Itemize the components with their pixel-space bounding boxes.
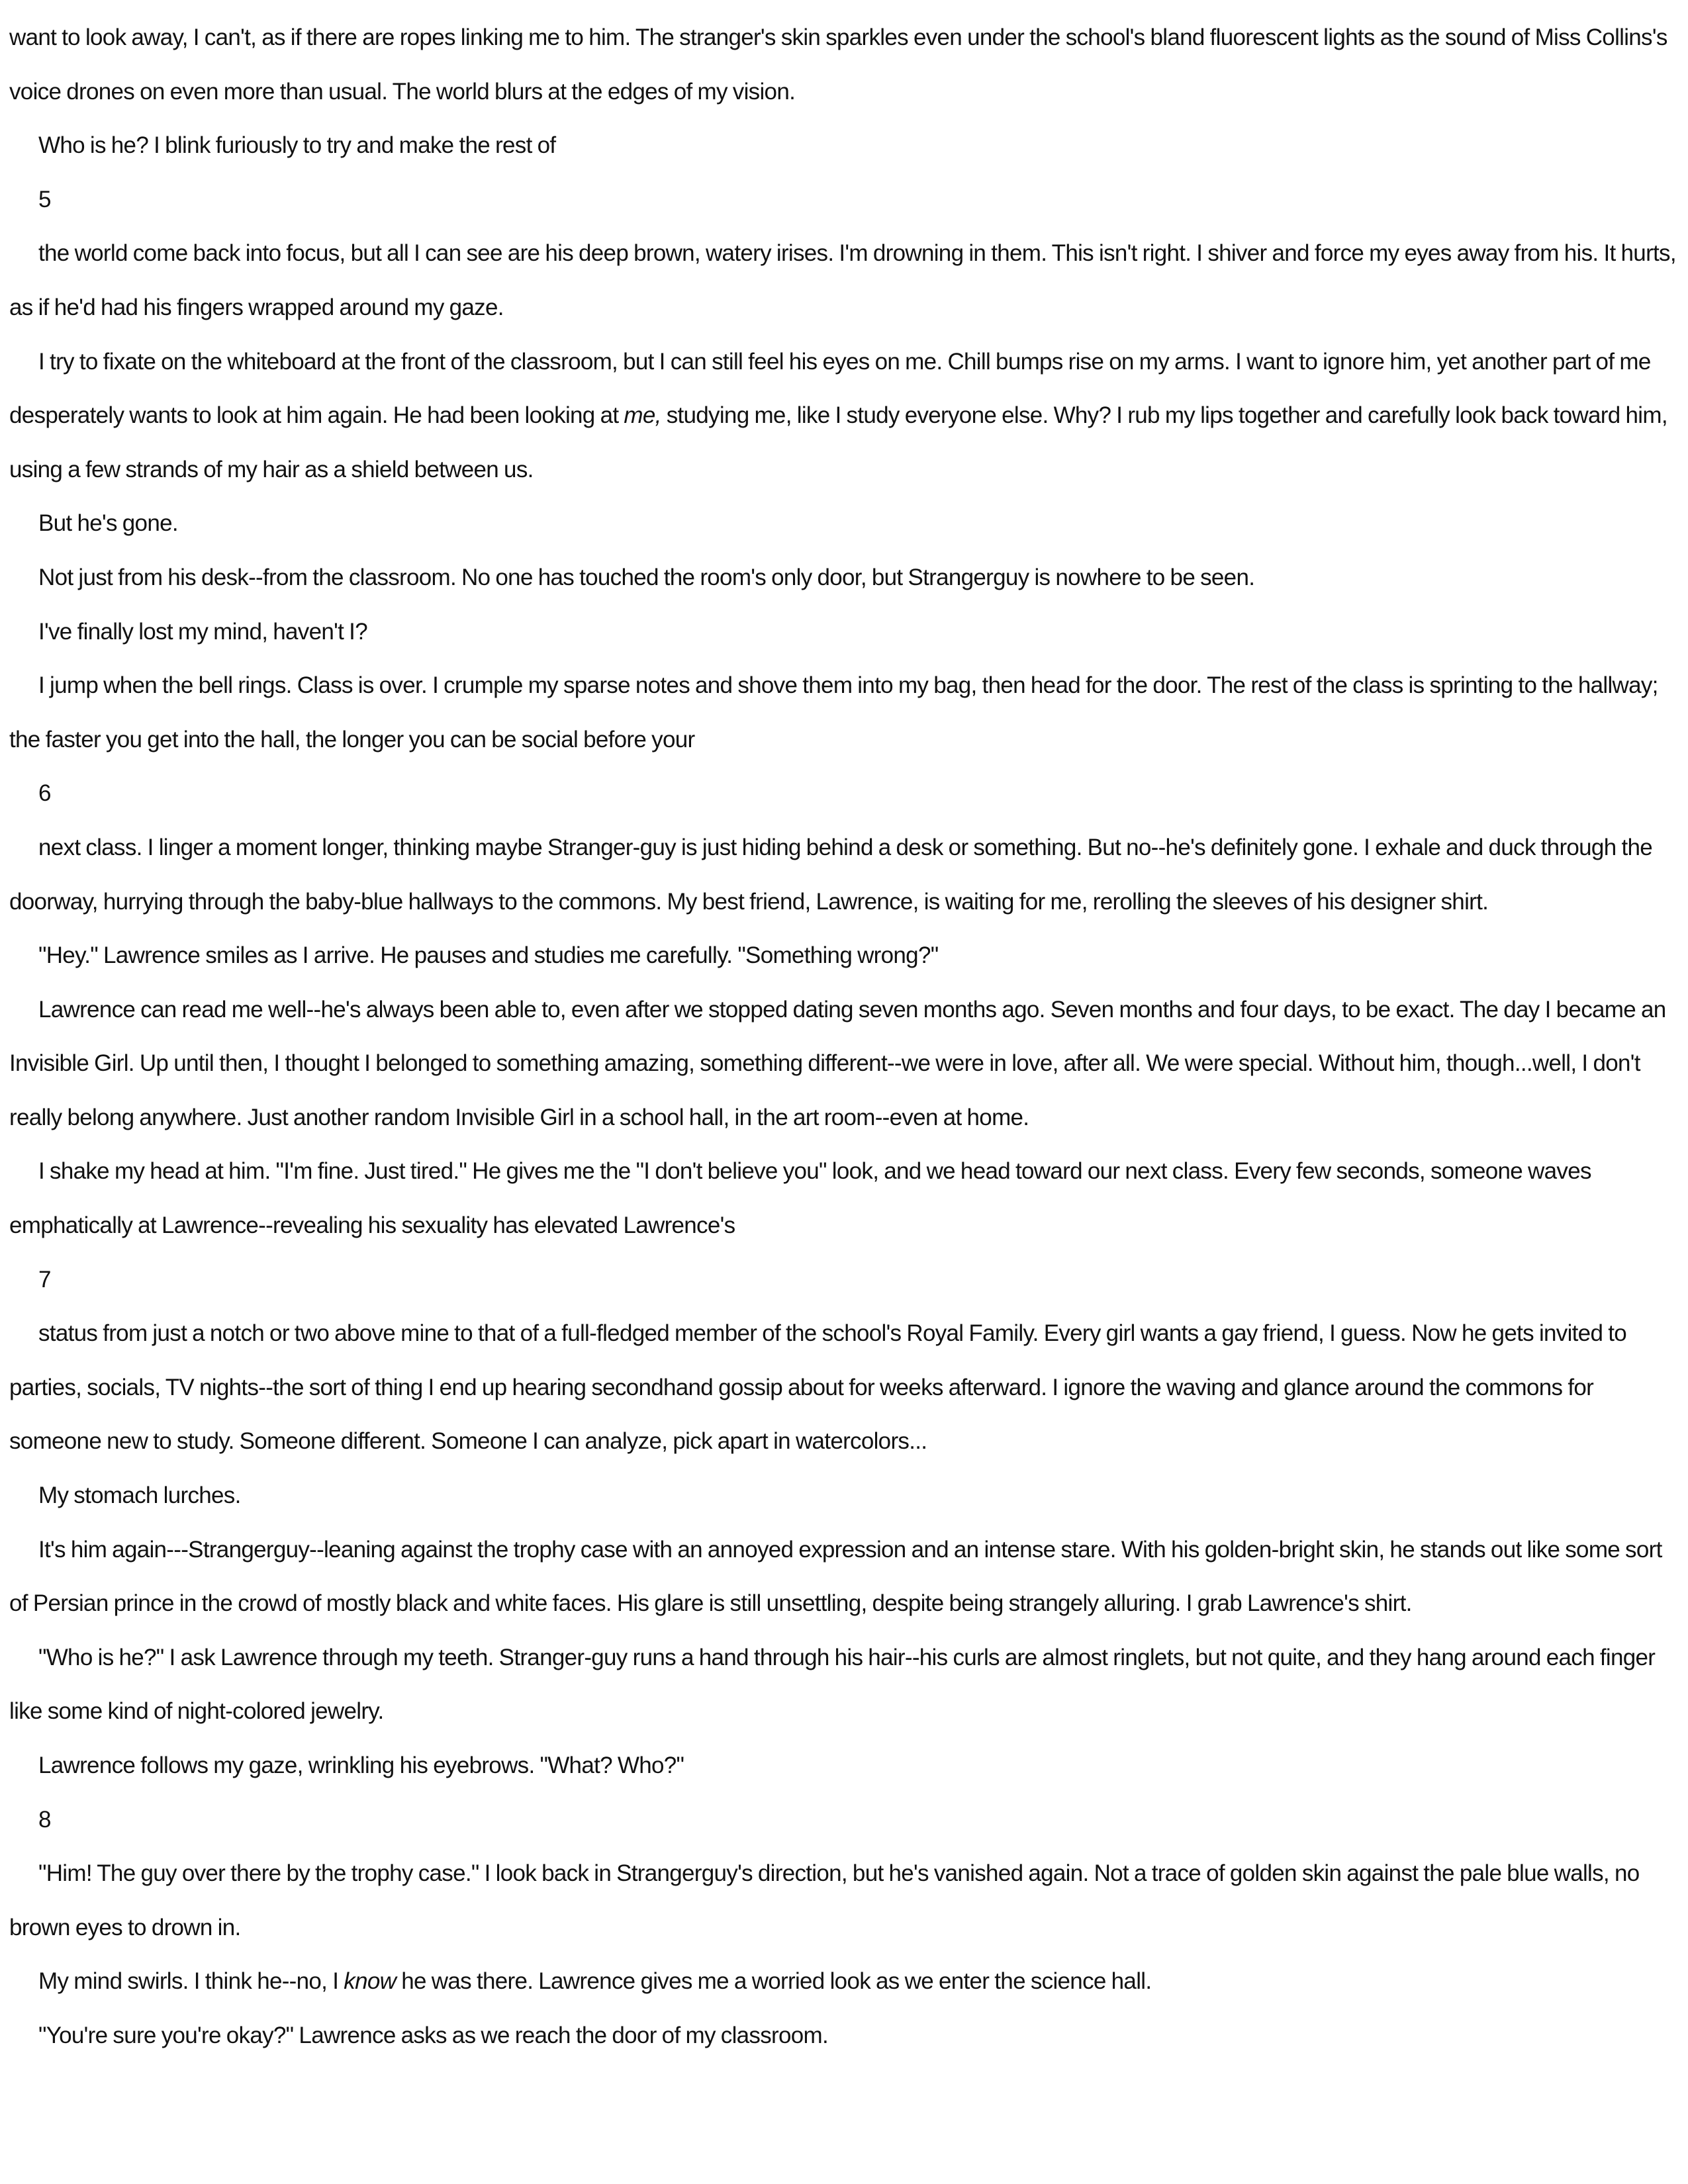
paragraph-text: I try to fixate on the whiteboard at the front of the classroom, but I can still feel his eyes on me. Chill bumps rise on my arms. I want to ignore him, yet another part of me desperately wants to look at him again. He had been looking at bbox=[9, 348, 1651, 429]
body-paragraph bbox=[9, 983, 1677, 1145]
italic-text: me, bbox=[624, 402, 661, 429]
italic-text: know bbox=[344, 1968, 397, 1995]
paragraph-text: 8 bbox=[38, 1806, 51, 1833]
paragraph-text: But he's gone. bbox=[38, 510, 178, 537]
body-paragraph bbox=[9, 226, 1677, 334]
body-paragraph bbox=[9, 929, 1677, 983]
paragraph-text: 5 bbox=[38, 186, 51, 212]
body-paragraph bbox=[9, 551, 1677, 605]
paragraph-text: he was there. Lawrence gives me a worried look as we enter the science hall. bbox=[396, 1968, 1152, 1995]
paragraph-text: 7 bbox=[38, 1266, 51, 1293]
paragraph-text: Lawrence follows my gaze, wrinkling his eyebrows. "What? Who?" bbox=[38, 1752, 684, 1778]
paragraph-text: "Who is he?" I ask Lawrence through my teeth. Stranger-guy runs a hand through his hair--his curls are almost ringlets, but not quite, and they hang around each finger like some kind of night-colored jewelry. bbox=[9, 1644, 1656, 1725]
paragraph-text: Lawrence can read me well--he's always been able to, even after we stopped dating seven months ago. Seven months and four days, to be exact. The day I became an Invisible Girl. Up until then, I thought I belonged to something amazing, something different--we were in love, after all. We were special. Without him, though...well, I don't really belong anywhere. Just another random Invisible Girl in a school hall, in the art room--even at home. bbox=[9, 996, 1666, 1130]
page-number bbox=[9, 1793, 1677, 1847]
page-number bbox=[9, 766, 1677, 821]
body-paragraph bbox=[9, 1631, 1677, 1739]
page-number bbox=[9, 173, 1677, 227]
body-paragraph bbox=[9, 659, 1677, 766]
body-paragraph bbox=[9, 1954, 1677, 2009]
paragraph-text: "Hey." Lawrence smiles as I arrive. He pauses and studies me carefully. "Something wrong?" bbox=[38, 942, 939, 969]
paragraph-text: status from just a notch or two above mine to that of a full-fledged member of the school's Royal Family. Every girl wants a gay friend, I guess. Now he gets invited to parties, socials, TV nights--the sort of thing I end up hearing secondhand gossip about for weeks afterward. I ignore the waving and glance around the commons for someone new to study. Someone different. Someone I can analyze, pick apart in watercolors... bbox=[9, 1320, 1627, 1455]
paragraph-text: the world come back into focus, but all I can see are his deep brown, watery irises. I'm drowning in them. This isn't right. I shiver and force my eyes away from his. It hurts, as if he'd had his fingers wrapped around my gaze. bbox=[9, 240, 1676, 320]
paragraph-text: next class. I linger a moment longer, thinking maybe Stranger-guy is just hiding behind a desk or something. But no--he's definitely gone. I exhale and duck through the doorway, hurrying through the baby-blue hallways to the commons. My best friend, Lawrence, is waiting for me, rerolling the sleeves of his designer shirt. bbox=[9, 834, 1653, 915]
paragraph-text: My stomach lurches. bbox=[38, 1482, 241, 1509]
paragraph-text: "You're sure you're okay?" Lawrence asks as we reach the door of my classroom. bbox=[38, 2022, 828, 2048]
paragraph-text: want to look away, I can't, as if there are ropes linking me to him. The stranger's skin sparkles even under the school's bland fluorescent lights as the sound of Miss Collins's voice drones on even more than usual. The world blurs at the edges of my vision. bbox=[9, 24, 1667, 105]
body-paragraph bbox=[9, 1523, 1677, 1631]
body-paragraph bbox=[9, 821, 1677, 929]
paragraph-text: I've finally lost my mind, haven't I? bbox=[38, 618, 367, 645]
paragraph-text: It's him again---Strangerguy--leaning against the trophy case with an annoyed expression and an intense stare. With his golden-bright skin, he stands out like some sort of Persian prince in the crowd of mostly black and white faces. His glare is still unsettling, despite being strangely alluring. I grab Lawrence's shirt. bbox=[9, 1536, 1662, 1617]
body-paragraph bbox=[9, 1846, 1677, 1954]
paragraph-text: "Him! The guy over there by the trophy case." I look back in Strangerguy's direction, but he's vanished again. Not a trace of golden skin against the pale blue walls, no brown eyes to drown in. bbox=[9, 1860, 1640, 1940]
paragraph-text: I jump when the bell rings. Class is over. I crumple my sparse notes and shove them into my bag, then head for the door. The rest of the class is sprinting to the hallway; the faster you get into the hall, the longer you can be social before your bbox=[9, 672, 1658, 752]
body-paragraph bbox=[9, 605, 1677, 659]
paragraph-text: Not just from his desk--from the classroom. No one has touched the room's only door, but Strangerguy is nowhere to be seen. bbox=[38, 564, 1255, 590]
body-paragraph bbox=[9, 1306, 1677, 1469]
body-paragraph bbox=[9, 1144, 1677, 1252]
paragraph-text: 6 bbox=[38, 780, 51, 807]
paragraph-text: I shake my head at him. "I'm fine. Just tired." He gives me the "I don't believe you" look, and we head toward our next class. Every few seconds, someone waves emphatically at Lawrence--revealing his sexuality has elevated Lawrence's bbox=[9, 1158, 1591, 1239]
body-paragraph bbox=[9, 1469, 1677, 1523]
body-paragraph bbox=[9, 11, 1677, 118]
body-paragraph bbox=[9, 1739, 1677, 1793]
manuscript-page bbox=[9, 11, 1677, 2063]
paragraph-text: Who is he? I blink furiously to try and make the rest of bbox=[38, 132, 556, 159]
body-paragraph bbox=[9, 496, 1677, 551]
paragraph-text: My mind swirls. I think he--no, I bbox=[38, 1968, 344, 1995]
body-paragraph bbox=[9, 335, 1677, 497]
page-number bbox=[9, 1253, 1677, 1307]
body-paragraph bbox=[9, 118, 1677, 173]
body-paragraph bbox=[9, 2009, 1677, 2063]
paragraph-text: studying me, like I study everyone else. Why? I rub my lips together and carefully look back toward him, using a few strands of my hair as a shield between us. bbox=[9, 402, 1667, 482]
